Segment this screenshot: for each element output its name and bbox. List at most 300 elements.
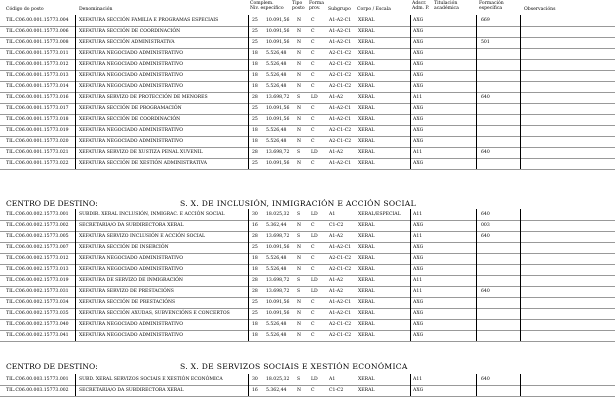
column-divider — [410, 114, 411, 125]
column-divider — [410, 319, 411, 330]
table-row — [0, 374, 615, 385]
column-divider — [75, 125, 76, 136]
column-divider — [520, 125, 521, 136]
column-divider — [75, 15, 76, 26]
table-header — [0, 0, 615, 16]
column-divider — [410, 147, 411, 158]
cell-tipo: N — [297, 40, 302, 45]
cell-subgrupo: A1-A2-C1 — [329, 40, 352, 45]
table-row — [0, 253, 615, 264]
column-divider — [248, 15, 249, 26]
column-divider — [248, 231, 249, 242]
section-title: S. X. DE INCLUSIÓN, INMIGRACIÓN E ACCIÓN SOCIAL — [180, 199, 416, 208]
cell-forma: C — [311, 128, 315, 133]
cell-corpo: XERAL — [358, 278, 375, 283]
cell-subgrupo: C1-C2 — [329, 223, 344, 228]
cell-corpo: XERAL — [358, 51, 375, 56]
cell-subgrupo: A1-A2 — [329, 278, 344, 283]
column-divider — [75, 147, 76, 158]
cell-corpo: XERAL — [358, 150, 375, 155]
cell-nivel: 18 — [252, 267, 258, 272]
column-divider — [520, 385, 521, 396]
cell-adm: A11 — [413, 377, 423, 382]
cell-subgrupo: A2-C1-C2 — [329, 128, 352, 133]
cell-subgrupo: A1-A2-C1 — [329, 161, 352, 166]
column-divider — [410, 220, 411, 231]
cell-code: TIL.C06.00.001.15773.006 — [6, 29, 69, 34]
cell-subgrupo: A2-C1-C2 — [329, 267, 352, 272]
column-divider — [75, 209, 76, 220]
cell-forma: C — [311, 223, 315, 228]
cell-complemento: 5.362,44 — [266, 388, 287, 393]
column-divider — [476, 59, 477, 70]
cell-forma: C — [311, 40, 315, 45]
cell-denominacion: XEFATURA NEGOCIADO ADMINISTRATIVO — [79, 333, 183, 338]
column-divider — [520, 231, 521, 242]
cell-subgrupo: A2-C1-C2 — [329, 139, 352, 144]
column-divider — [476, 275, 477, 286]
cell-corpo: XERAL — [358, 62, 375, 67]
cell-nivel: 28 — [252, 278, 258, 283]
cell-denominacion: XEFATURA SECCIÓN DE PRESTACIÓNS — [79, 300, 176, 305]
cell-subgrupo: A2-C1-C2 — [329, 84, 352, 89]
cell-tipo: N — [297, 73, 302, 78]
cell-adm: AXG — [413, 62, 424, 67]
cell-formacion: 640 — [481, 234, 490, 239]
column-divider — [75, 374, 76, 385]
cell-formacion: 640 — [481, 377, 490, 382]
column-divider — [520, 15, 521, 26]
cell-code: TIL.C06.00.001.15773.012 — [6, 62, 69, 67]
cell-forma: C — [311, 139, 315, 144]
column-divider — [520, 92, 521, 103]
column-divider — [476, 92, 477, 103]
table-row — [0, 158, 615, 169]
cell-forma: C — [311, 117, 315, 122]
cell-denominacion: XEFATURA SECCIÓN FAMILIA E PROGRAMAS ESPECIAIS — [79, 18, 219, 23]
header-adscr: Adscr. Adm. P. — [412, 1, 430, 11]
column-divider — [476, 286, 477, 297]
cell-tipo: N — [297, 161, 302, 166]
cell-code: TIL.C06.00.001.15773.016 — [6, 95, 69, 100]
column-divider — [476, 26, 477, 37]
cell-subgrupo: A1-A2-C1 — [329, 18, 352, 23]
cell-nivel: 25 — [252, 40, 258, 45]
column-divider — [75, 253, 76, 264]
cell-tipo: N — [297, 256, 302, 261]
cell-denominacion: XEFATURA SERVIZO INCLUSIÓN E ACCIÓN SOCIAL — [79, 234, 206, 239]
column-divider — [75, 158, 76, 169]
column-divider — [410, 308, 411, 319]
cell-corpo: XERAL — [358, 84, 375, 89]
cell-tipo: N — [297, 84, 302, 89]
cell-corpo: XERAL — [358, 73, 375, 78]
column-divider — [520, 319, 521, 330]
cell-corpo: XERAL — [358, 245, 375, 250]
cell-corpo: XERAL — [358, 300, 375, 305]
cell-tipo: N — [297, 139, 302, 144]
cell-denominacion: XEFATURA SECCIÓN DE COORDINACIÓN — [79, 117, 181, 122]
cell-nivel: 25 — [252, 18, 258, 23]
cell-denominacion: XEFATURA NEGOCIADO ADMINISTRATIVO — [79, 84, 183, 89]
cell-formacion: 003 — [481, 223, 490, 228]
column-divider — [520, 103, 521, 114]
cell-tipo: N — [297, 300, 302, 305]
header-subgrupo: Subgrupo — [328, 7, 351, 12]
column-divider — [75, 275, 76, 286]
column-divider — [520, 26, 521, 37]
cell-tipo: N — [297, 388, 302, 393]
cell-tipo: S — [297, 95, 301, 100]
cell-forma: C — [311, 51, 315, 56]
cell-tipo: N — [297, 267, 302, 272]
cell-nivel: 30 — [252, 377, 258, 382]
column-divider — [248, 59, 249, 70]
cell-denominacion: XEFATURA NEGOCIADO ADMINISTRATIVO — [79, 128, 183, 133]
cell-subgrupo: A1-A2 — [329, 289, 344, 294]
cell-code: TIL.C06.00.001.15773.018 — [6, 117, 69, 122]
cell-complemento: 18.025,32 — [266, 377, 290, 382]
cell-code: TIL.C06.00.002.15773.041 — [6, 333, 69, 338]
column-divider — [476, 15, 477, 26]
column-divider — [520, 242, 521, 253]
cell-adm: A11 — [413, 289, 423, 294]
cell-code: TIL.C06.00.002.15773.002 — [6, 223, 69, 228]
column-divider — [248, 374, 249, 385]
cell-complemento: 13.698,72 — [266, 278, 290, 283]
cell-nivel: 18 — [252, 128, 258, 133]
header-observacions: Observacións — [524, 7, 556, 12]
cell-tipo: S — [297, 212, 301, 217]
cell-forma: LD — [311, 150, 318, 155]
table-row — [0, 48, 615, 59]
column-divider — [248, 220, 249, 231]
column-divider — [476, 103, 477, 114]
cell-complemento: 5.526,48 — [266, 51, 287, 56]
cell-tipo: N — [297, 51, 302, 56]
table-row — [0, 15, 615, 26]
column-divider — [520, 147, 521, 158]
cell-denominacion: SECRETARIA/O DA SUBDIRECTORA XERAL — [79, 223, 184, 228]
cell-subgrupo: A1-A2-C1 — [329, 106, 352, 111]
cell-corpo: XERAL/ESPECIAL — [358, 212, 401, 217]
column-divider — [410, 242, 411, 253]
cell-denominacion: XEFATURA NEGOCIADO ADMINISTRATIVO — [79, 73, 183, 78]
cell-corpo: XERAL — [358, 40, 375, 45]
column-divider — [410, 374, 411, 385]
column-divider — [520, 297, 521, 308]
column-divider — [75, 70, 76, 81]
column-divider — [75, 297, 76, 308]
column-divider — [520, 275, 521, 286]
column-divider — [410, 264, 411, 275]
column-divider — [248, 297, 249, 308]
column-divider — [75, 48, 76, 59]
cell-subgrupo: A1-A2 — [329, 150, 344, 155]
column-divider — [476, 48, 477, 59]
column-divider — [476, 242, 477, 253]
table-row — [0, 308, 615, 319]
cell-corpo: XERAL — [358, 18, 375, 23]
center-label: CENTRO DE DESTINO: — [6, 362, 98, 371]
cell-complemento: 5.526,48 — [266, 333, 287, 338]
cell-code: TIL.C06.00.001.15773.022 — [6, 161, 69, 166]
column-divider — [476, 220, 477, 231]
table-row — [0, 92, 615, 103]
cell-formacion: 669 — [481, 18, 490, 23]
cell-denominacion: XEFATURA NEGOCIADO ADMINISTRATIVO — [79, 139, 183, 144]
cell-subgrupo: A1-A2-C1 — [329, 300, 352, 305]
table-row — [0, 37, 615, 48]
column-divider — [75, 330, 76, 341]
table-row — [0, 114, 615, 125]
cell-forma: C — [311, 106, 315, 111]
column-divider — [520, 70, 521, 81]
cell-nivel: 25 — [252, 245, 258, 250]
cell-corpo: XERAL — [358, 333, 375, 338]
cell-code: TIL.C06.00.002.15773.005 — [6, 234, 69, 239]
cell-denominacion: XEFATURA SERVIZO DE PROTECCIÓN DE MENORES — [79, 95, 208, 100]
column-divider — [75, 92, 76, 103]
cell-denominacion: XEFATURA SECCIÓN DE XESTIÓN ADMINISTRATIVA — [79, 161, 207, 166]
cell-adm: AXG — [413, 333, 424, 338]
table-row — [0, 220, 615, 231]
column-divider — [248, 37, 249, 48]
cell-code: TIL.C06.00.002.15773.031 — [6, 289, 69, 294]
column-divider — [410, 158, 411, 169]
column-divider — [410, 385, 411, 396]
cell-formacion: 501 — [481, 40, 490, 45]
cell-denominacion: XEFATURA SECCIÓN DE PROGRAMACIÓN — [79, 106, 182, 111]
cell-forma: C — [311, 388, 315, 393]
column-divider — [476, 209, 477, 220]
cell-subgrupo: A2-C1-C2 — [329, 62, 352, 67]
column-divider — [410, 231, 411, 242]
column-divider — [520, 114, 521, 125]
cell-corpo: XERAL — [358, 289, 375, 294]
cell-nivel: 25 — [252, 311, 258, 316]
cell-denominacion: XEFATURA NEGOCIADO ADMINISTRATIVO — [79, 51, 183, 56]
cell-denominacion: XEFATURA DE SERVIZO DE INMIGRACIÓN — [79, 278, 183, 283]
column-divider — [476, 374, 477, 385]
cell-forma: C — [311, 267, 315, 272]
column-divider — [248, 92, 249, 103]
cell-adm: AXG — [413, 73, 424, 78]
cell-code: TIL.C06.00.002.15773.012 — [6, 256, 69, 261]
cell-adm: AXG — [413, 267, 424, 272]
cell-complemento: 10.091,56 — [266, 29, 290, 34]
cell-corpo: XERAL — [358, 234, 375, 239]
cell-nivel: 28 — [252, 150, 258, 155]
cell-adm: AXG — [413, 322, 424, 327]
column-divider — [248, 114, 249, 125]
cell-denominacion: XEFATURA SECCIÓN AXUDAS, SUBVENCIÓNS E CONCERTOS — [79, 311, 230, 316]
cell-adm: AXG — [413, 51, 424, 56]
cell-code: TIL.C06.00.002.15773.040 — [6, 322, 69, 327]
column-divider — [476, 308, 477, 319]
column-divider — [75, 136, 76, 147]
cell-nivel: 16 — [252, 388, 258, 393]
cell-forma: C — [311, 73, 315, 78]
cell-complemento: 18.025,32 — [266, 212, 290, 217]
cell-complemento: 5.526,48 — [266, 84, 287, 89]
column-divider — [476, 231, 477, 242]
cell-complemento: 5.526,48 — [266, 73, 287, 78]
section-heading — [0, 361, 615, 373]
cell-subgrupo: A1-A2 — [329, 234, 344, 239]
cell-denominacion: SECRETARIA/O DA SUBDIRECTORA XERAL — [79, 388, 184, 393]
column-divider — [476, 81, 477, 92]
cell-corpo: XERAL — [358, 117, 375, 122]
cell-corpo: XERAL — [358, 267, 375, 272]
cell-tipo: N — [297, 322, 302, 327]
cell-denominacion: XEFATURA SECCIÓN DE INSERCIÓN — [79, 245, 169, 250]
cell-adm: AXG — [413, 245, 424, 250]
cell-corpo: XERAL — [358, 256, 375, 261]
column-divider — [75, 114, 76, 125]
column-divider — [75, 319, 76, 330]
column-divider — [248, 308, 249, 319]
cell-complemento: 5.526,48 — [266, 256, 287, 261]
cell-adm: AXG — [413, 128, 424, 133]
column-divider — [248, 147, 249, 158]
cell-adm: AXG — [413, 223, 424, 228]
cell-corpo: XERAL — [358, 95, 375, 100]
cell-denominacion: XEFATURA SERVIZO DE XUSTIZA PENAL XUVENIL — [79, 150, 203, 155]
column-divider — [248, 81, 249, 92]
cell-complemento: 10.091,56 — [266, 161, 290, 166]
column-divider — [75, 81, 76, 92]
cell-code: TIL.C06.00.002.15773.001 — [6, 212, 69, 217]
cell-nivel: 28 — [252, 234, 258, 239]
table-row — [0, 147, 615, 158]
cell-code: TIL.C06.00.001.15773.011 — [6, 51, 69, 56]
cell-complemento: 5.526,48 — [266, 267, 287, 272]
column-divider — [520, 209, 521, 220]
cell-adm: A11 — [413, 212, 423, 217]
column-divider — [410, 253, 411, 264]
column-divider — [476, 319, 477, 330]
table-row — [0, 286, 615, 297]
cell-subgrupo: A2-C1-C2 — [329, 73, 352, 78]
table-row — [0, 103, 615, 114]
cell-code: TIL.C06.00.003.15773.002 — [6, 388, 69, 393]
column-divider — [248, 209, 249, 220]
cell-nivel: 25 — [252, 106, 258, 111]
column-divider — [410, 70, 411, 81]
cell-tipo: N — [297, 106, 302, 111]
header-forma: Forma prov. — [309, 1, 324, 11]
cell-denominacion: XEFATURA NEGOCIADO ADMINISTRATIVO — [79, 322, 183, 327]
cell-code: TIL.C06.00.001.15773.014 — [6, 84, 69, 89]
cell-subgrupo: A2-C1-C2 — [329, 256, 352, 261]
cell-nivel: 25 — [252, 161, 258, 166]
column-divider — [410, 92, 411, 103]
column-divider — [476, 114, 477, 125]
cell-corpo: XERAL — [358, 377, 375, 382]
cell-complemento: 10.091,56 — [266, 18, 290, 23]
column-divider — [410, 59, 411, 70]
cell-adm: A11 — [413, 95, 423, 100]
cell-code: TIL.C06.00.001.15773.019 — [6, 128, 69, 133]
cell-subgrupo: A1 — [329, 212, 336, 217]
cell-tipo: N — [297, 223, 302, 228]
column-divider — [75, 37, 76, 48]
column-divider — [520, 374, 521, 385]
cell-denominacion: SUBD. XERAL SERVIZOS SOCIAIS E XESTIÓN ECONÓMICA — [79, 377, 223, 382]
cell-tipo: N — [297, 333, 302, 338]
cell-code: TIL.C06.00.001.15773.017 — [6, 106, 69, 111]
column-divider — [248, 286, 249, 297]
column-divider — [410, 275, 411, 286]
cell-forma: C — [311, 161, 315, 166]
cell-complemento: 5.526,48 — [266, 62, 287, 67]
cell-adm: A11 — [413, 234, 423, 239]
column-divider — [476, 136, 477, 147]
column-divider — [75, 220, 76, 231]
cell-corpo: XERAL — [358, 139, 375, 144]
column-divider — [476, 297, 477, 308]
cell-corpo: XERAL — [358, 29, 375, 34]
cell-subgrupo: A1-A2-C1 — [329, 245, 352, 250]
table-row — [0, 81, 615, 92]
column-divider — [75, 26, 76, 37]
column-divider — [476, 264, 477, 275]
cell-complemento: 10.091,56 — [266, 300, 290, 305]
column-divider — [520, 286, 521, 297]
cell-adm: AXG — [413, 84, 424, 89]
column-divider — [520, 59, 521, 70]
column-divider — [520, 330, 521, 341]
cell-corpo: XERAL — [358, 223, 375, 228]
cell-complemento: 13.698,72 — [266, 150, 290, 155]
header-formacion: Formación específica — [479, 1, 504, 11]
table-row — [0, 70, 615, 81]
cell-tipo: N — [297, 29, 302, 34]
cell-nivel: 16 — [252, 223, 258, 228]
cell-formacion: 640 — [481, 289, 490, 294]
cell-adm: AXG — [413, 161, 424, 166]
cell-complemento: 5.526,48 — [266, 139, 287, 144]
column-divider — [248, 253, 249, 264]
cell-complemento: 10.091,56 — [266, 106, 290, 111]
cell-forma: C — [311, 256, 315, 261]
cell-complemento: 5.526,48 — [266, 128, 287, 133]
table-row — [0, 26, 615, 37]
cell-tipo: N — [297, 62, 302, 67]
column-divider — [476, 330, 477, 341]
column-divider — [410, 209, 411, 220]
cell-adm: AXG — [413, 40, 424, 45]
cell-corpo: XERAL — [358, 106, 375, 111]
cell-forma: LD — [311, 95, 318, 100]
cell-adm: A11 — [413, 150, 423, 155]
column-divider — [520, 308, 521, 319]
column-divider — [520, 158, 521, 169]
table-row — [0, 136, 615, 147]
cell-formacion: 640 — [481, 150, 490, 155]
column-divider — [476, 253, 477, 264]
column-divider — [248, 158, 249, 169]
cell-forma: LD — [311, 234, 318, 239]
column-divider — [476, 125, 477, 136]
header-corpo: Corpo / Escala — [357, 7, 391, 12]
cell-corpo: XERAL — [358, 311, 375, 316]
cell-denominacion: XEFATURA SERVIZO DE PRESTACIÓNS — [79, 289, 174, 294]
cell-complemento: 10.091,56 — [266, 117, 290, 122]
column-divider — [410, 48, 411, 59]
table-row — [0, 319, 615, 330]
